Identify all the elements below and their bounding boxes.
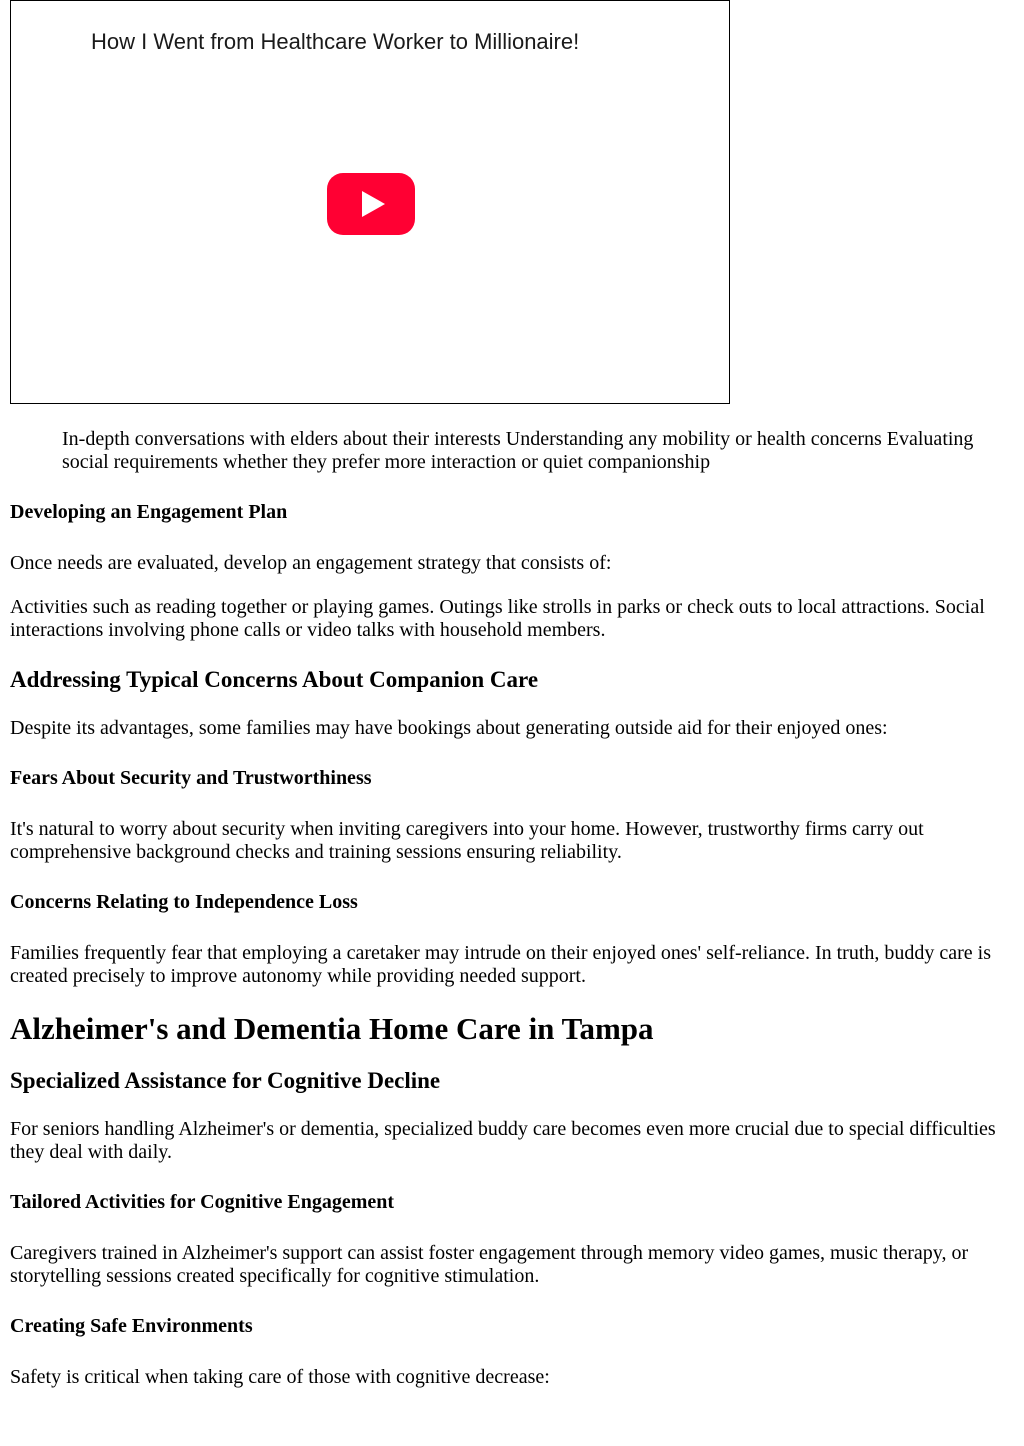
specialized-heading: Specialized Assistance for Cognitive Decline [10,1068,441,1093]
independence-heading: Concerns Relating to Independence Loss [10,891,358,913]
independence-text: Families frequently fear that employing a caretaker may intrude on their enjoyed ones' self-reliance. In truth, buddy care is created precisely to improve autonomy while providing needed support. [10,942,992,987]
security-heading: Fears About Security and Trustworthiness [10,767,372,789]
play-button[interactable] [327,173,415,235]
youtube-play-icon [327,173,415,235]
tailored-heading: Tailored Activities for Cognitive Engagement [10,1191,395,1213]
alz-heading: Alzheimer's and Dementia Home Care in Tampa [10,1011,654,1046]
engagement-intro: Once needs are evaluated, develop an engagement strategy that consists of: [10,552,612,574]
article-body [10,428,1010,1389]
tailored-text: Caregivers trained in Alzheimer's support can assist foster engagement through memory video games, music therapy, or storytelling sessions created specifically for cognitive stimulation. [10,1242,969,1287]
concerns-intro: Despite its advantages, some families may have bookings about generating outside aid for their enjoyed ones: [10,717,888,739]
assessment-list: In-depth conversations with elders about their interests Understanding any mobility or health concerns Evaluating social requirements whether they prefer more interaction or quiet companionship [62,428,974,473]
video-embed[interactable] [10,0,730,404]
specialized-text: For seniors handling Alzheimer's or dementia, specialized buddy care becomes even more crucial due to special difficulties they deal with daily. [10,1118,996,1163]
security-text: It's natural to worry about security when inviting caregivers into your home. However, trustworthy firms carry out comprehensive background checks and training sessions ensuring reliability. [10,818,924,863]
concerns-heading: Addressing Typical Concerns About Companion Care [10,667,539,692]
engagement-list: Activities such as reading together or playing games. Outings like strolls in parks or check outs to local attractions. Social interactions involving phone calls or video talks with household members. [10,596,985,641]
engagement-heading: Developing an Engagement Plan [10,501,288,523]
safe-text: Safety is critical when taking care of those with cognitive decrease: [10,1366,550,1388]
safe-heading: Creating Safe Environments [10,1315,253,1337]
video-title[interactable]: How I Went from Healthcare Worker to Millionaire! [91,29,580,54]
